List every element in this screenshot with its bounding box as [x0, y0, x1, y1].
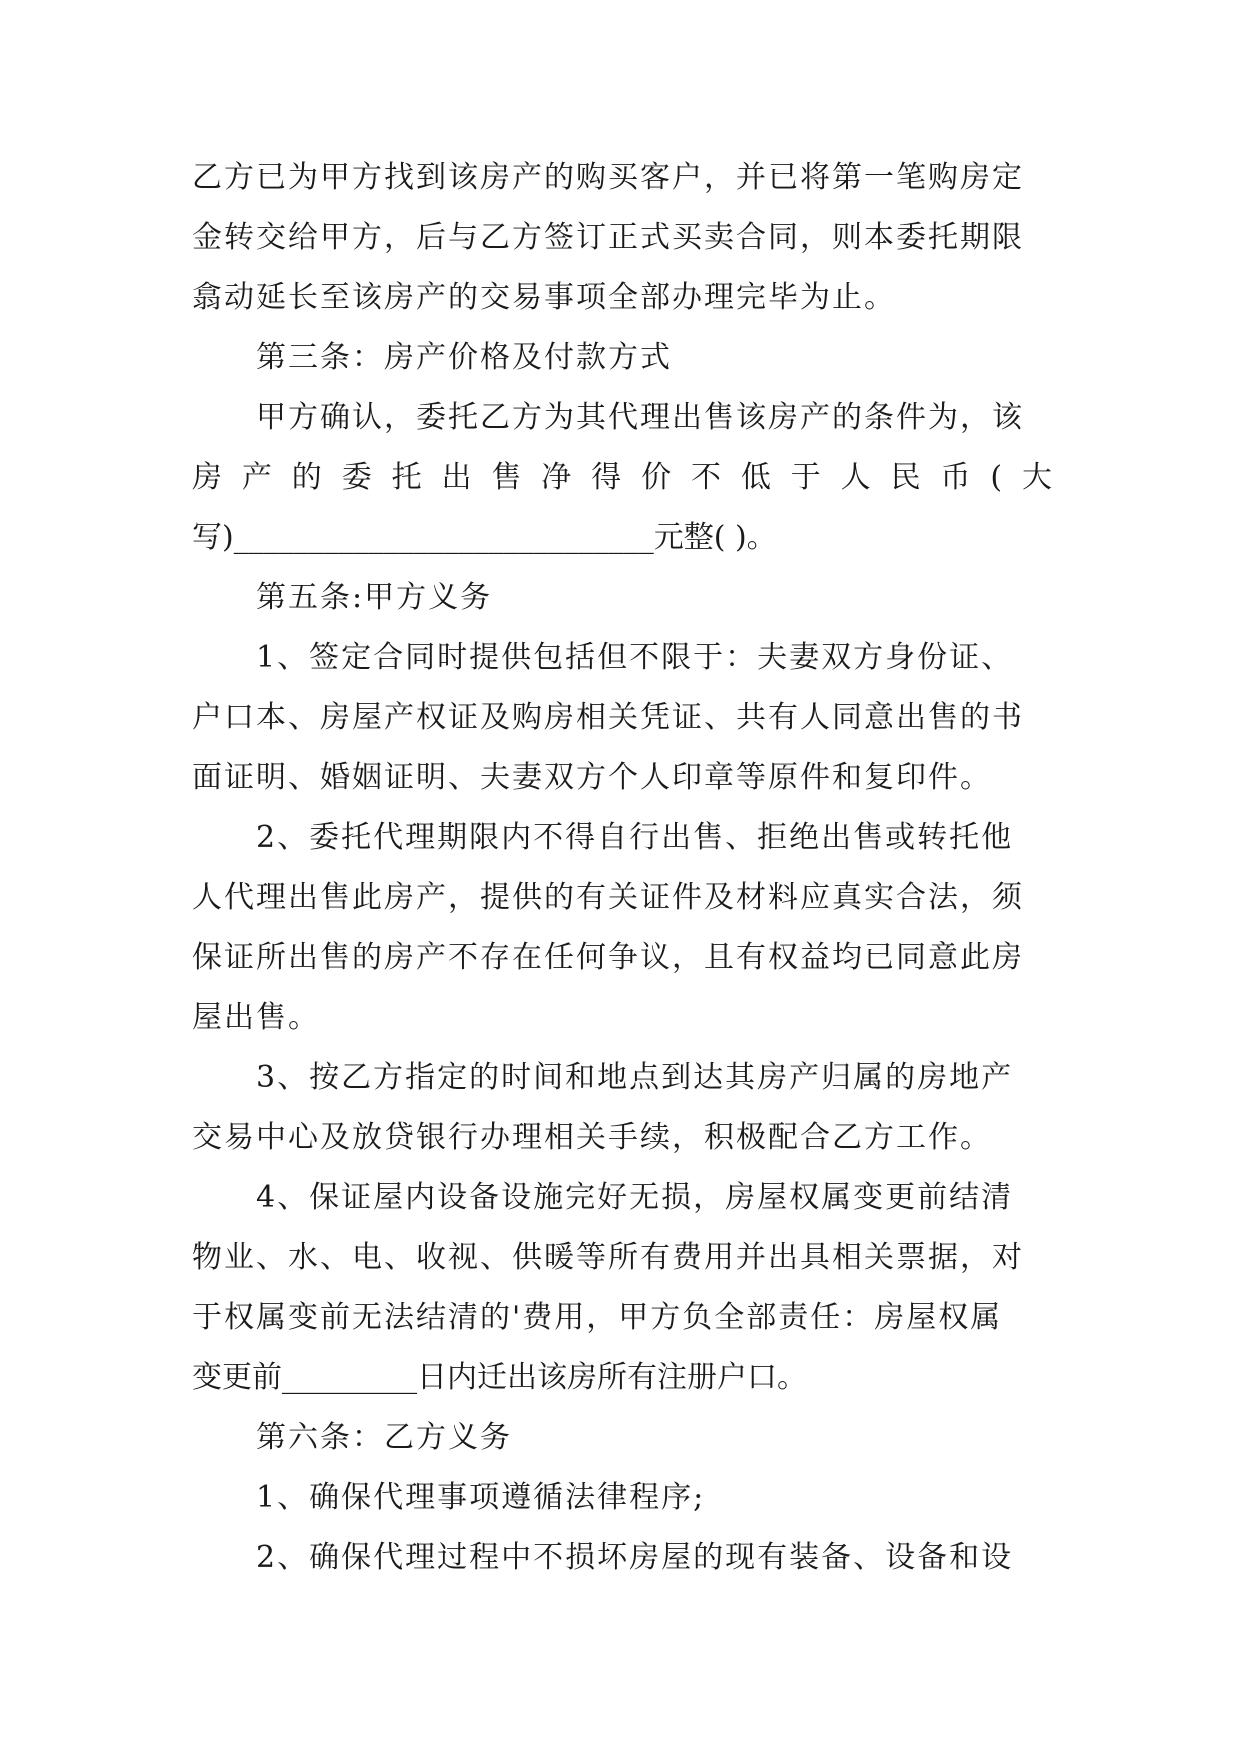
paragraph-line: 人代理出售此房产，提供的有关证件及材料应真实合法，须	[192, 880, 1024, 915]
section-heading-article-3: 第三条：房产价格及付款方式	[256, 340, 672, 375]
section-heading-article-6: 第六条：乙方义务	[256, 1420, 512, 1455]
paragraph-line: 户口本、房屋产权证及购房相关凭证、共有人同意出售的书	[192, 700, 1024, 735]
paragraph-line: 交易中心及放贷银行办理相关手续，积极配合乙方工作。	[192, 1120, 992, 1155]
paragraph-line: 屋出售。	[192, 1000, 320, 1035]
section-heading-article-5: 第五条:甲方义务	[256, 580, 493, 615]
paragraph-line: 金转交给甲方，后与乙方签订正式买卖合同，则本委托期限	[192, 220, 1024, 255]
list-item-2: 2、确保代理过程中不损坏房屋的现有装备、设备和设	[256, 1540, 1014, 1575]
list-item-2: 2、委托代理期限内不得自行出售、拒绝出售或转托他	[256, 820, 1014, 855]
paragraph-line: 物业、水、电、收视、供暖等所有费用并出具相关票据，对	[192, 1240, 1024, 1275]
paragraph-line: 翕动延长至该房产的交易事项全部办理完毕为止。	[192, 280, 896, 315]
paragraph-line: 于权属变前无法结清的'费用，甲方负全部责任：房屋权属	[192, 1300, 1003, 1335]
paragraph-line: 甲方确认，委托乙方为其代理出售该房产的条件为，该	[256, 400, 1024, 435]
paragraph-line: 房产的委托出售净得价不低于人民币(大	[192, 460, 1052, 495]
days-blank-line: 变更前_________日内迁出该房所有注册户口。	[192, 1360, 807, 1395]
list-item-4: 4、保证屋内设备设施完好无损，房屋权属变更前结清	[256, 1180, 1014, 1215]
price-blank-line: 写)____________________________元整( )。	[192, 520, 777, 555]
list-item-3: 3、按乙方指定的时间和地点到达其房产归属的房地产	[256, 1060, 1014, 1095]
list-item-1: 1、签定合同时提供包括但不限于：夫妻双方身份证、	[256, 640, 1014, 675]
paragraph-line: 保证所出售的房产不存在任何争议，且有权益均已同意此房	[192, 940, 1024, 975]
document-page	[192, 148, 1052, 1588]
list-item-1: 1、确保代理事项遵循法律程序;	[256, 1480, 706, 1515]
paragraph-line: 乙方已为甲方找到该房产的购买客户，并已将第一笔购房定	[192, 160, 1024, 195]
paragraph-line: 面证明、婚姻证明、夫妻双方个人印章等原件和复印件。	[192, 760, 992, 795]
